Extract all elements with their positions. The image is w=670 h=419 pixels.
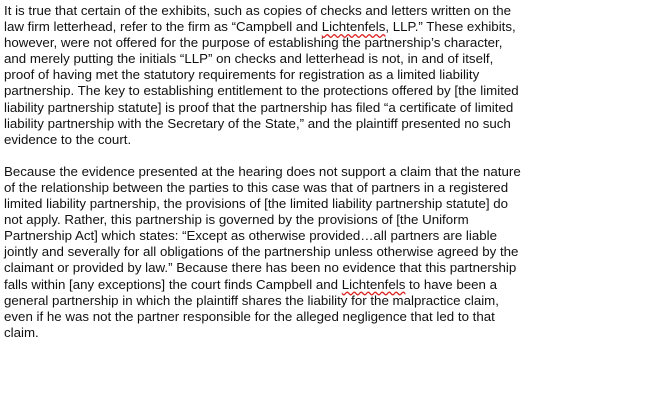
text-segment: general partnership in which the plaintiff shares the liability for the malpractice claim, [4, 292, 499, 308]
text-line [4, 100, 654, 116]
text-segment: claimant or provided by law.” Because there has been no evidence that this partnership [4, 260, 517, 276]
text-line [4, 132, 654, 148]
text-line [4, 19, 654, 35]
text-line [4, 83, 654, 99]
text-segment: claim. [4, 324, 39, 340]
text-line [4, 260, 654, 276]
text-line [4, 293, 654, 309]
text-segment: Because the evidence presented at the hearing does not support a claim that the nature [4, 163, 521, 179]
text-line [4, 196, 654, 212]
text-segment: , LLP.” These exhibits, [385, 19, 516, 35]
text-line [4, 51, 654, 67]
text-segment: and merely putting the initials “LLP” on checks and letterhead is not, in and of itself, [4, 51, 494, 67]
text-line [4, 67, 654, 83]
text-line [4, 212, 654, 228]
paragraph [4, 164, 654, 341]
misspelled-word: Lichtenfels [341, 276, 406, 292]
text-segment: however, were not offered for the purpose of establishing the partnership’s character, [4, 35, 503, 51]
text-line [4, 228, 654, 244]
text-segment: evidence to the court. [4, 131, 132, 147]
paragraph [4, 3, 654, 148]
text-segment: even if he was not the partner responsible for the alleged negligence that led to that [4, 308, 495, 324]
text-segment: of the relationship between the parties to this case was that of partners in a registered [4, 179, 509, 195]
text-segment: to have been a [405, 276, 498, 292]
text-line [4, 325, 654, 341]
text-segment: proof of having met the statutory requirements for registration as a limited liability [4, 67, 480, 83]
text-segment: law firm letterhead, refer to the firm as “Campbell and [4, 19, 322, 35]
text-line [4, 309, 654, 325]
text-segment: limited liability partnership, the provisions of [the limited liability partnership statute] do [4, 196, 509, 212]
text-line [4, 3, 654, 19]
text-segment: jointly and severally for all obligations of the partnership unless otherwise agreed by the [4, 244, 519, 260]
misspelled-word: Lichtenfels [321, 19, 386, 35]
text-segment: Partnership Act] which states: “Except as otherwise provided…all partners are liable [4, 228, 497, 244]
text-segment: partnership. The key to establishing entitlement to the protections offered by [the limited [4, 83, 519, 99]
text-line [4, 180, 654, 196]
text-segment: falls within [any exceptions] the court finds Campbell and [4, 276, 342, 292]
text-segment: not apply. Rather, this partnership is governed by the provisions of [the Uniform [4, 212, 469, 228]
text-segment: It is true that certain of the exhibits, such as copies of checks and letters written on the [4, 3, 512, 18]
text-line [4, 35, 654, 51]
text-line [4, 244, 654, 260]
text-line [4, 164, 654, 180]
text-segment: liability partnership with the Secretary of the State,” and the plaintiff presented no such [4, 115, 511, 131]
document-body [4, 3, 654, 357]
text-line [4, 277, 654, 293]
text-line [4, 116, 654, 132]
text-segment: liability partnership statute] is proof that the partnership has filed “a certificate of limited [4, 99, 514, 115]
